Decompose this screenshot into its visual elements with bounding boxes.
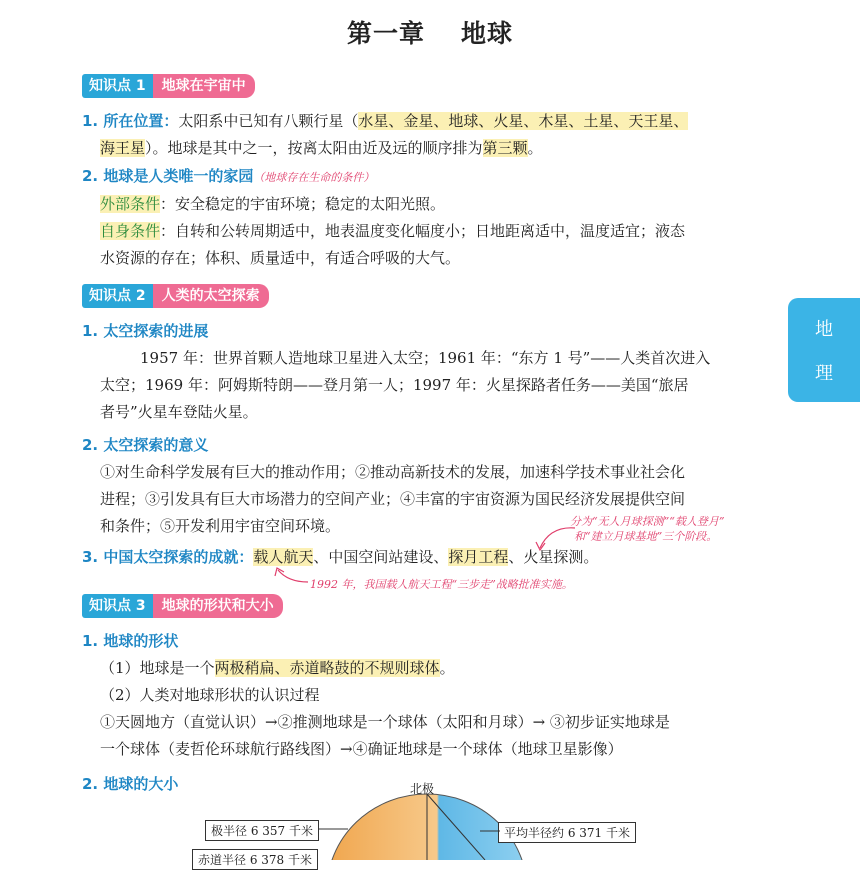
text: ：自转和公转周期适中，地表温度变化幅度小；日地距离适中，温度适宜；液态 [160,222,686,240]
kp2-progress-section [82,318,772,426]
label: 自身条件 [100,222,161,240]
north-pole-label: 北极 [410,782,435,796]
side-tab-char: 地 [815,319,833,340]
text: ①对生命科学发展有巨大的推动作用；②推动高新技术的发展，加速科学技术事业社会化 [100,463,686,481]
kp2-achievements-line [82,544,682,571]
text: 。 [527,139,543,157]
kp-number: 知识点 1 [82,74,153,98]
text: 和条件；⑤开发利用宇宙空间环境。 [100,517,341,535]
highlight: 载人航天 [253,548,314,566]
equatorial-radius-label: 赤道半径 6 378 千米 [192,849,318,870]
text: ：安全稳定的宇宙环境；稳定的太阳光照。 [160,195,446,213]
annotation-lunar-stages [570,514,725,544]
highlight: 海王星 [100,139,146,157]
section-heading: 2. 太空探索的意义 [82,436,209,454]
section-heading: 1. 太空探索的进展 [82,322,209,340]
knowledge-point-3-header [82,594,283,618]
pointer-line-icon [318,824,348,834]
section-heading: 1. 地球的形状 [82,632,179,650]
text: 者号”火星车登陆火星。 [100,403,258,421]
chapter-number: 第一章 [346,19,425,48]
kp-name: 地球在宇宙中 [153,74,255,98]
kp1-position-paragraph [82,108,772,162]
chapter-name: 地球 [461,19,514,48]
note-line: 和“建立月球基地”三个阶段。 [574,530,718,543]
section-heading: 2. 地球的大小 [82,775,179,793]
text: 、中国空间站建设、 [313,548,449,566]
text: ）。地球是其中之一，按离太阳由近及远的顺序排为 [145,139,483,157]
label: 外部条件 [100,195,161,213]
highlight: 第三颗 [482,139,528,157]
text: ①天圆地方（直觉认识）→②推测地球是一个球体（太阳和月球）→ ③初步证实地球是 [100,713,670,731]
note-line: 分为“无人月球探测”“载人登月” [570,515,725,528]
text: （1）地球是一个 [100,659,215,677]
kp-number: 知识点 2 [82,284,153,308]
kp1-home-section [82,163,782,272]
knowledge-point-2-header [82,284,269,308]
subject-side-tab[interactable] [788,298,860,402]
highlight: 两极稍扁、赤道略鼓的不规则球体 [214,659,440,677]
mean-radius-label: 平均半径约 6 371 千米 [498,822,636,843]
annotation-1992: 1992 年，我国载人航天工程“三步走”战略批准实施。 [310,578,573,591]
knowledge-point-1-header [82,74,255,98]
text: 进程；③引发具有巨大市场潜力的空间产业；④丰富的宇宙资源为国民经济发展提供空间 [100,490,686,508]
handwritten-note: （地球存在生命的条件） [253,171,375,184]
text: 一个球体（麦哲伦环球航行路线图）→④确证地球是一个球体（地球卫星影像） [100,740,623,758]
text: 水资源的存在；体积、质量适中，有适合呼吸的大气。 [100,249,461,267]
section-heading: 2. 地球是人类唯一的家园 [82,167,254,185]
text: 太阳系中已知有八颗行星（ [178,112,359,130]
kp-name: 人类的太空探索 [153,284,269,308]
highlight: 探月工程 [448,548,509,566]
side-tab-char: 理 [815,363,833,384]
polar-radius-label: 极半径 6 357 千米 [205,820,319,841]
text: 太空；1969 年：阿姆斯特朗——登月第一人；1997 年：火星探路者任务——美国“旅居 [100,376,689,394]
text: 1957 年：世界首颗人造地球卫星进入太空；1961 年：“东方 1 号”——人类首次进入 [140,349,711,367]
text: 。 [439,659,455,677]
section-heading: 3. 中国太空探索的成就： [82,548,254,566]
section-heading: 1. 所在位置： [82,112,179,130]
text: （2）人类对地球形状的认识过程 [100,686,320,704]
highlight: 水星、金星、地球、火星、木星、土星、天王星、 [358,112,689,130]
pointer-line-icon [480,826,500,836]
page-title [0,14,860,50]
text: 、火星探测。 [508,548,599,566]
kp-number: 知识点 3 [82,594,153,618]
kp-name: 地球的形状和大小 [153,594,283,618]
kp3-shape-section [82,628,782,763]
